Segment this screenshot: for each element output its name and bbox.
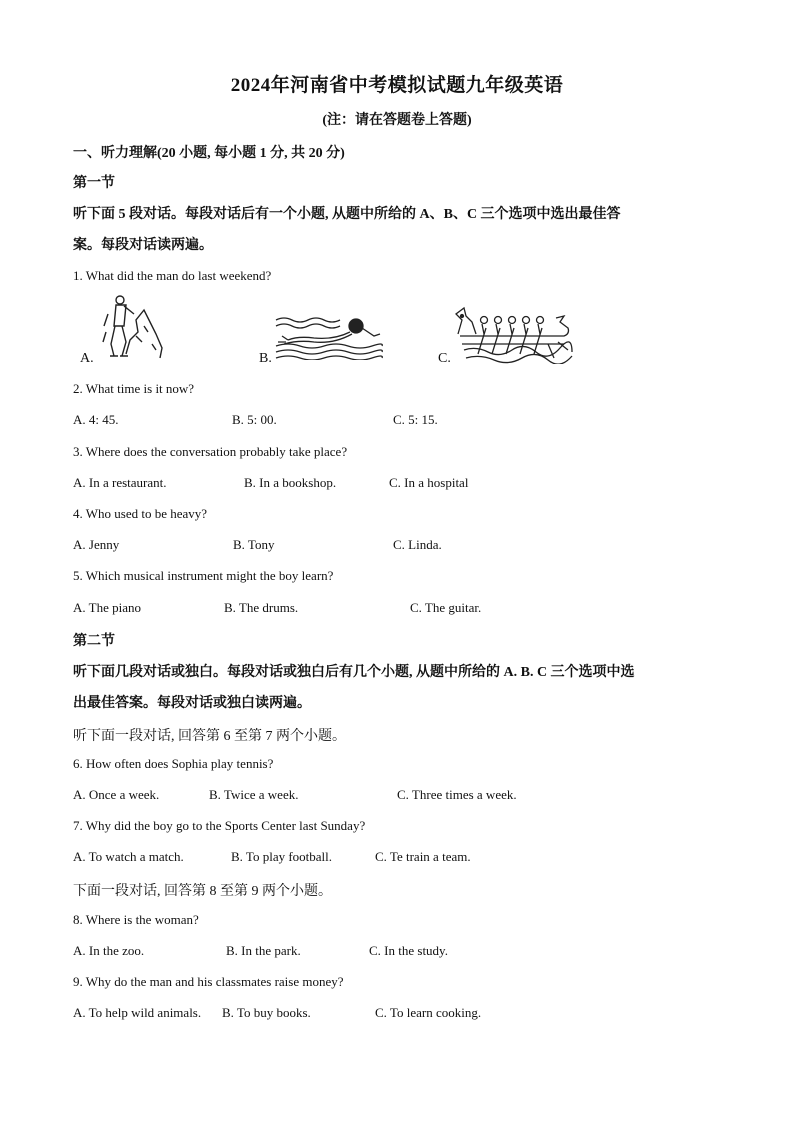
q6-option-c: C. Three times a week. xyxy=(397,787,517,802)
q6-text: 6. How often does Sophia play tennis? xyxy=(73,756,274,771)
hiking-climber-icon xyxy=(100,292,170,364)
q1-option-c-label: C. xyxy=(438,351,451,366)
q8-text: 8. Where is the woman? xyxy=(73,912,199,927)
section-heading: 一、听力理解(20 小题, 每小题 1 分, 共 20 分) xyxy=(73,146,345,161)
q7-option-b: B. To play football. xyxy=(231,849,333,864)
part1-instruction-line2: 案。每段对话读两遍。 xyxy=(73,238,213,253)
q1-option-b-label: B. xyxy=(259,351,272,366)
page-note: (注：请在答题卷上答题) xyxy=(322,113,472,128)
q4-option-c: C. Linda. xyxy=(393,537,442,552)
q3-text: 3. Where does the conversation probably take place? xyxy=(73,444,348,459)
q2-option-c: C. 5: 15. xyxy=(393,412,438,427)
q8-option-b: B. In the park. xyxy=(226,943,301,958)
q8-option-a: A. In the zoo. xyxy=(73,943,145,958)
q2-option-b: B. 5: 00. xyxy=(232,412,277,427)
q7-option-a: A. To watch a match. xyxy=(73,849,184,864)
part2-instruction-line2: 出最佳答案。每段对话或独白读两遍。 xyxy=(73,696,311,711)
q5-text: 5. Which musical instrument might the boy learn? xyxy=(73,568,334,583)
q9-option-b: B. To buy books. xyxy=(222,1005,311,1020)
q2-option-a: A. 4: 45. xyxy=(73,412,119,427)
dragon-boat-icon xyxy=(452,300,576,364)
part2-instruction-line1: 听下面几段对话或独白。每段对话或独白后有几个小题, 从题中所给的 A. B. C 三个选项中选 xyxy=(73,665,635,680)
q9-option-c: C. To learn cooking. xyxy=(375,1005,482,1020)
q5-option-b: B. The drums. xyxy=(224,600,299,615)
q4-option-a: A. Jenny xyxy=(73,537,120,552)
page-title: 2024年河南省中考模拟试题九年级英语 xyxy=(230,75,564,96)
q3-option-b: B. In a bookshop. xyxy=(244,475,337,490)
q1-option-a-label: A. xyxy=(80,351,94,366)
group2-instruction: 下面一段对话, 回答第 8 至第 9 两个小题。 xyxy=(73,884,332,899)
q5-option-c: C. The guitar. xyxy=(410,600,482,615)
q4-text: 4. Who used to be heavy? xyxy=(73,506,208,521)
q7-option-c: C. Te train a team. xyxy=(375,849,471,864)
q7-text: 7. Why did the boy go to the Sports Center last Sunday? xyxy=(73,818,366,833)
q3-option-a: A. In a restaurant. xyxy=(73,475,167,490)
q2-text: 2. What time is it now? xyxy=(73,381,195,396)
part2-label: 第二节 xyxy=(73,634,115,649)
q6-option-a: A. Once a week. xyxy=(73,787,160,802)
q6-option-b: B. Twice a week. xyxy=(209,787,299,802)
group1-instruction: 听下面一段对话, 回答第 6 至第 7 两个小题。 xyxy=(73,729,346,744)
swimmer-icon xyxy=(274,310,384,360)
q9-option-a: A. To help wild animals. xyxy=(73,1005,202,1020)
part1-label: 第一节 xyxy=(73,176,115,191)
q8-option-c: C. In the study. xyxy=(369,943,448,958)
q1-text: 1. What did the man do last weekend? xyxy=(73,268,272,283)
q9-text: 9. Why do the man and his classmates raise money? xyxy=(73,974,344,989)
part1-instruction-line1: 听下面 5 段对话。每段对话后有一个小题, 从题中所给的 A、B、C 三个选项中选出最佳答 xyxy=(73,207,621,222)
q3-option-c: C. In a hospital xyxy=(389,475,469,490)
q4-option-b: B. Tony xyxy=(233,537,275,552)
q5-option-a: A. The piano xyxy=(73,600,141,615)
